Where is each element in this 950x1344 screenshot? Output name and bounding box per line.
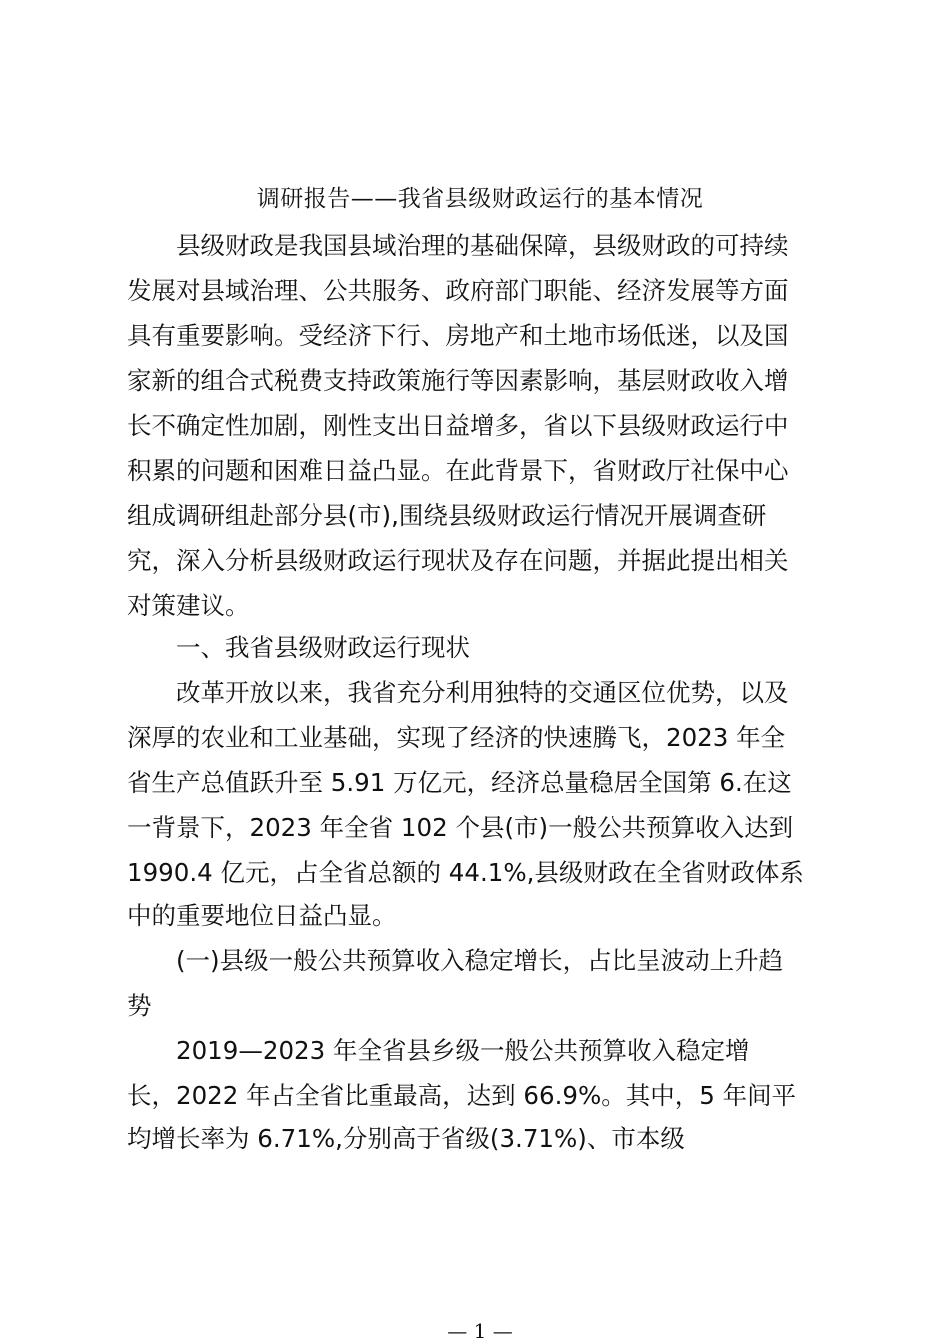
section-heading: 一、我省县级财政运行现状 (176, 633, 470, 662)
paragraph-line: 对策建议。 (127, 591, 250, 620)
page-number: — 1 — (447, 1319, 513, 1343)
document-title: 调研报告——我省县级财政运行的基本情况 (256, 186, 704, 212)
paragraph-line: 长，2022 年占全省比重最高，达到 66.9%。其中，5 年间平 (127, 1081, 797, 1110)
paragraph-line: 一背景下，2023 年全省 102 个县(市)一般公共预算收入达到 (127, 813, 794, 842)
paragraph-line: 县级财政是我国县域治理的基础保障，县级财政的可持续 (176, 231, 789, 260)
paragraph-line: 均增长率为 6.71%,分别高于省级(3.71%)、市本级 (127, 1124, 685, 1153)
paragraph-line: 1990.4 亿元，占全省总额的 44.1%,县级财政在全省财政体系 (127, 858, 804, 887)
subsection-heading-continued: 势 (127, 991, 152, 1020)
paragraph-line: 省生产总值跃升至 5.91 万亿元，经济总量稳居全国第 6.在这 (127, 768, 792, 797)
paragraph-line: 具有重要影响。受经济下行、房地产和土地市场低迷，以及国 (127, 321, 789, 350)
paragraph-line: 中的重要地位日益凸显。 (127, 901, 397, 930)
paragraph-line: 家新的组合式税费支持政策施行等因素影响，基层财政收入增 (127, 366, 789, 395)
subsection-heading: (一)县级一般公共预算收入稳定增长，占比呈波动上升趋 (176, 946, 784, 975)
paragraph-line: 长不确定性加剧，刚性支出日益增多，省以下县级财政运行中 (127, 411, 789, 440)
paragraph-line: 组成调研组赴部分县(市),围绕县级财政运行情况开展调查研 (127, 501, 767, 530)
paragraph-line: 2019—2023 年全省县乡级一般公共预算收入稳定增 (176, 1036, 750, 1065)
paragraph-line: 发展对县域治理、公共服务、政府部门职能、经济发展等方面 (127, 276, 789, 305)
paragraph-line: 积累的问题和困难日益凸显。在此背景下，省财政厅社保中心 (127, 456, 789, 485)
paragraph-line: 究，深入分析县级财政运行现状及存在问题，并据此提出相关 (127, 546, 789, 575)
paragraph-line: 改革开放以来，我省充分利用独特的交通区位优势，以及 (176, 678, 789, 707)
paragraph-line: 深厚的农业和工业基础，实现了经济的快速腾飞，2023 年全 (127, 723, 786, 752)
